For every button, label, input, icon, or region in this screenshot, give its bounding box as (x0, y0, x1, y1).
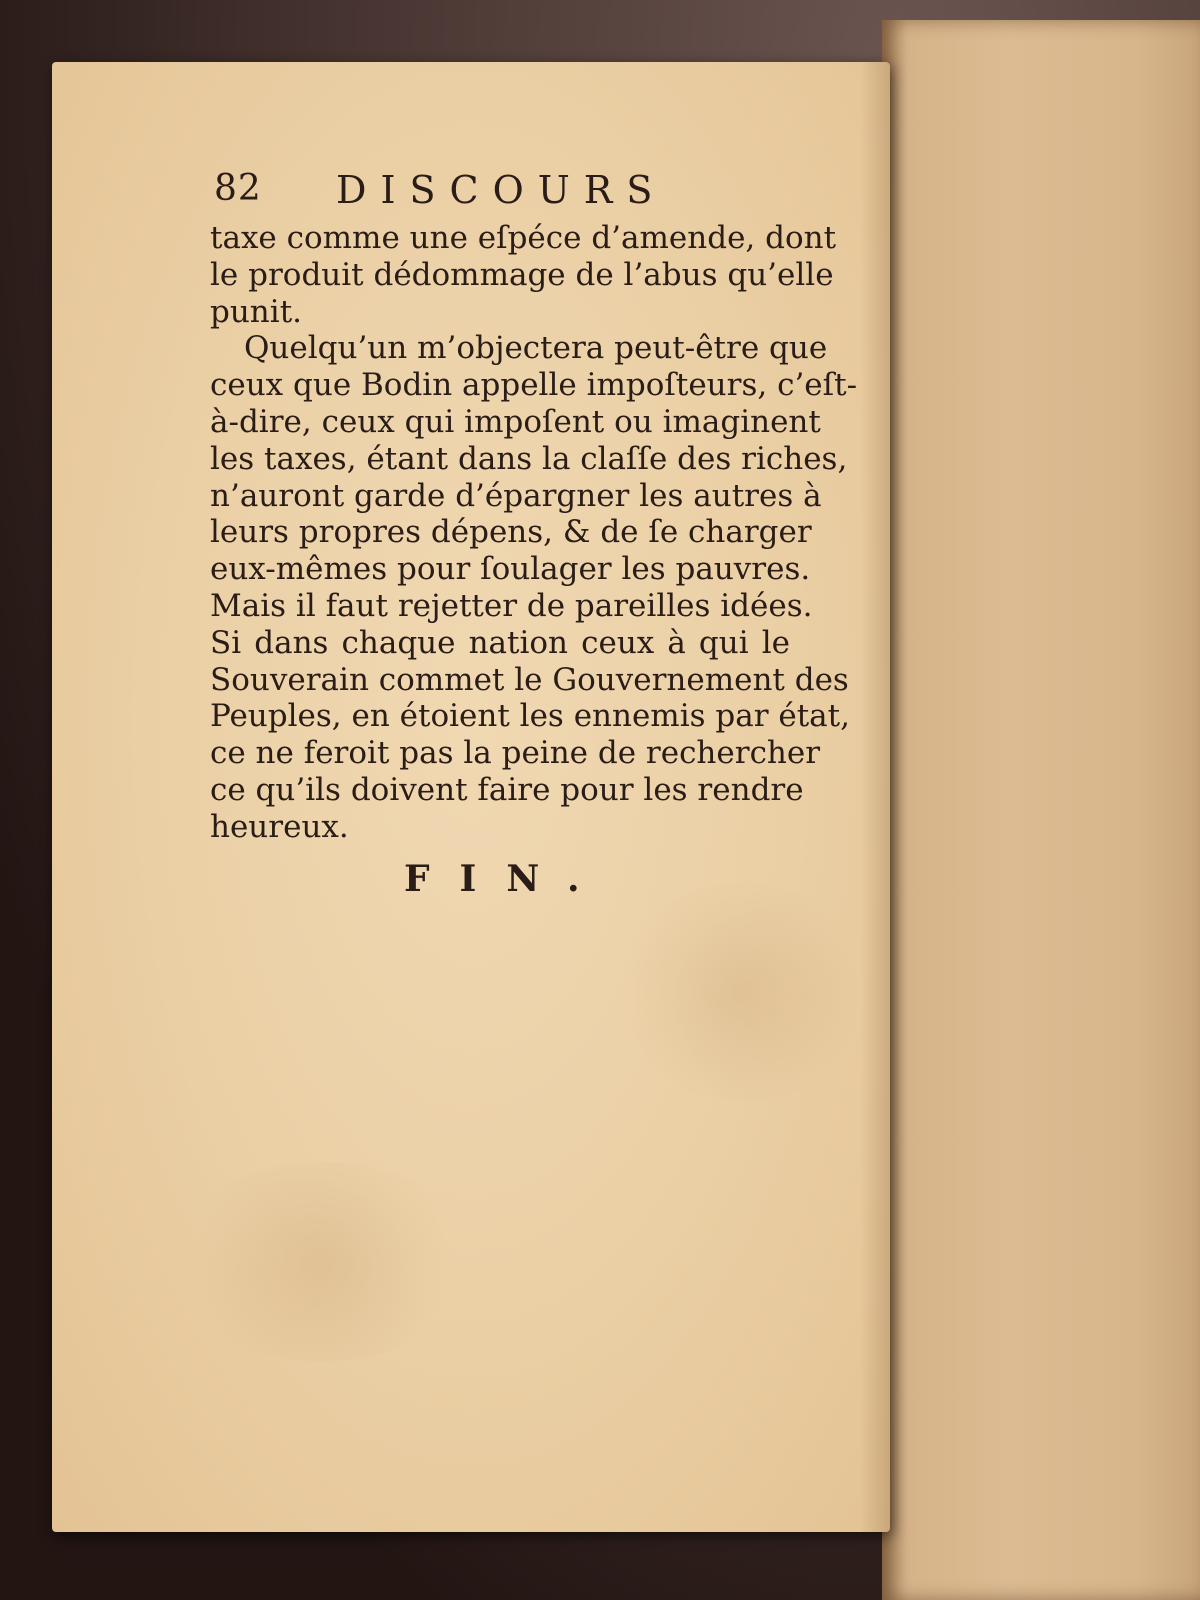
text-line: eux-mêmes pour ſoulager les pauvres. (210, 551, 811, 588)
text-line: n’auront garde d’épargner les autres à (210, 477, 822, 514)
text-line: taxe comme une eſpéce d’amende, dont (210, 220, 837, 256)
text-line: à-dire, ceux qui impoſent ou imaginent (210, 403, 821, 440)
text-line: ceux que Bodin appelle impoſteurs, c’eſt- (210, 367, 858, 404)
paper-stain (172, 1162, 472, 1362)
page-number: 82 (214, 168, 262, 209)
text-line: punit. (210, 293, 303, 330)
fin-heading: FIN. (404, 858, 610, 900)
text-line: Peuples, en étoient les ennemis par état, (210, 698, 850, 735)
text-line: Souverain commet le Gouvernement des (210, 661, 849, 698)
page-header (214, 168, 774, 218)
running-title: DISCOURS (336, 168, 667, 212)
text-line: leurs propres dépens, & de ſe charger (210, 514, 812, 551)
text-line: heureux. (210, 808, 349, 845)
body-text (210, 220, 858, 846)
text-line: Quelqu’un m’objectera peut-être que (244, 330, 828, 367)
text-line: ce qu’ils doivent faire pour les rendre (210, 771, 804, 808)
text-line: Mais il faut rejetter de pareilles idées. (210, 587, 813, 624)
book-page (52, 62, 890, 1532)
text-line: les taxes, étant dans la claſſe des riches, (210, 440, 848, 477)
facing-page (882, 20, 1200, 1600)
text-line: ce ne feroit pas la peine de rechercher (210, 735, 821, 772)
text-line: Si dans chaque nation ceux à qui le (210, 624, 790, 661)
paper-stain (612, 882, 872, 1102)
text-line: le produit dédommage de l’abus qu’elle (210, 256, 834, 293)
